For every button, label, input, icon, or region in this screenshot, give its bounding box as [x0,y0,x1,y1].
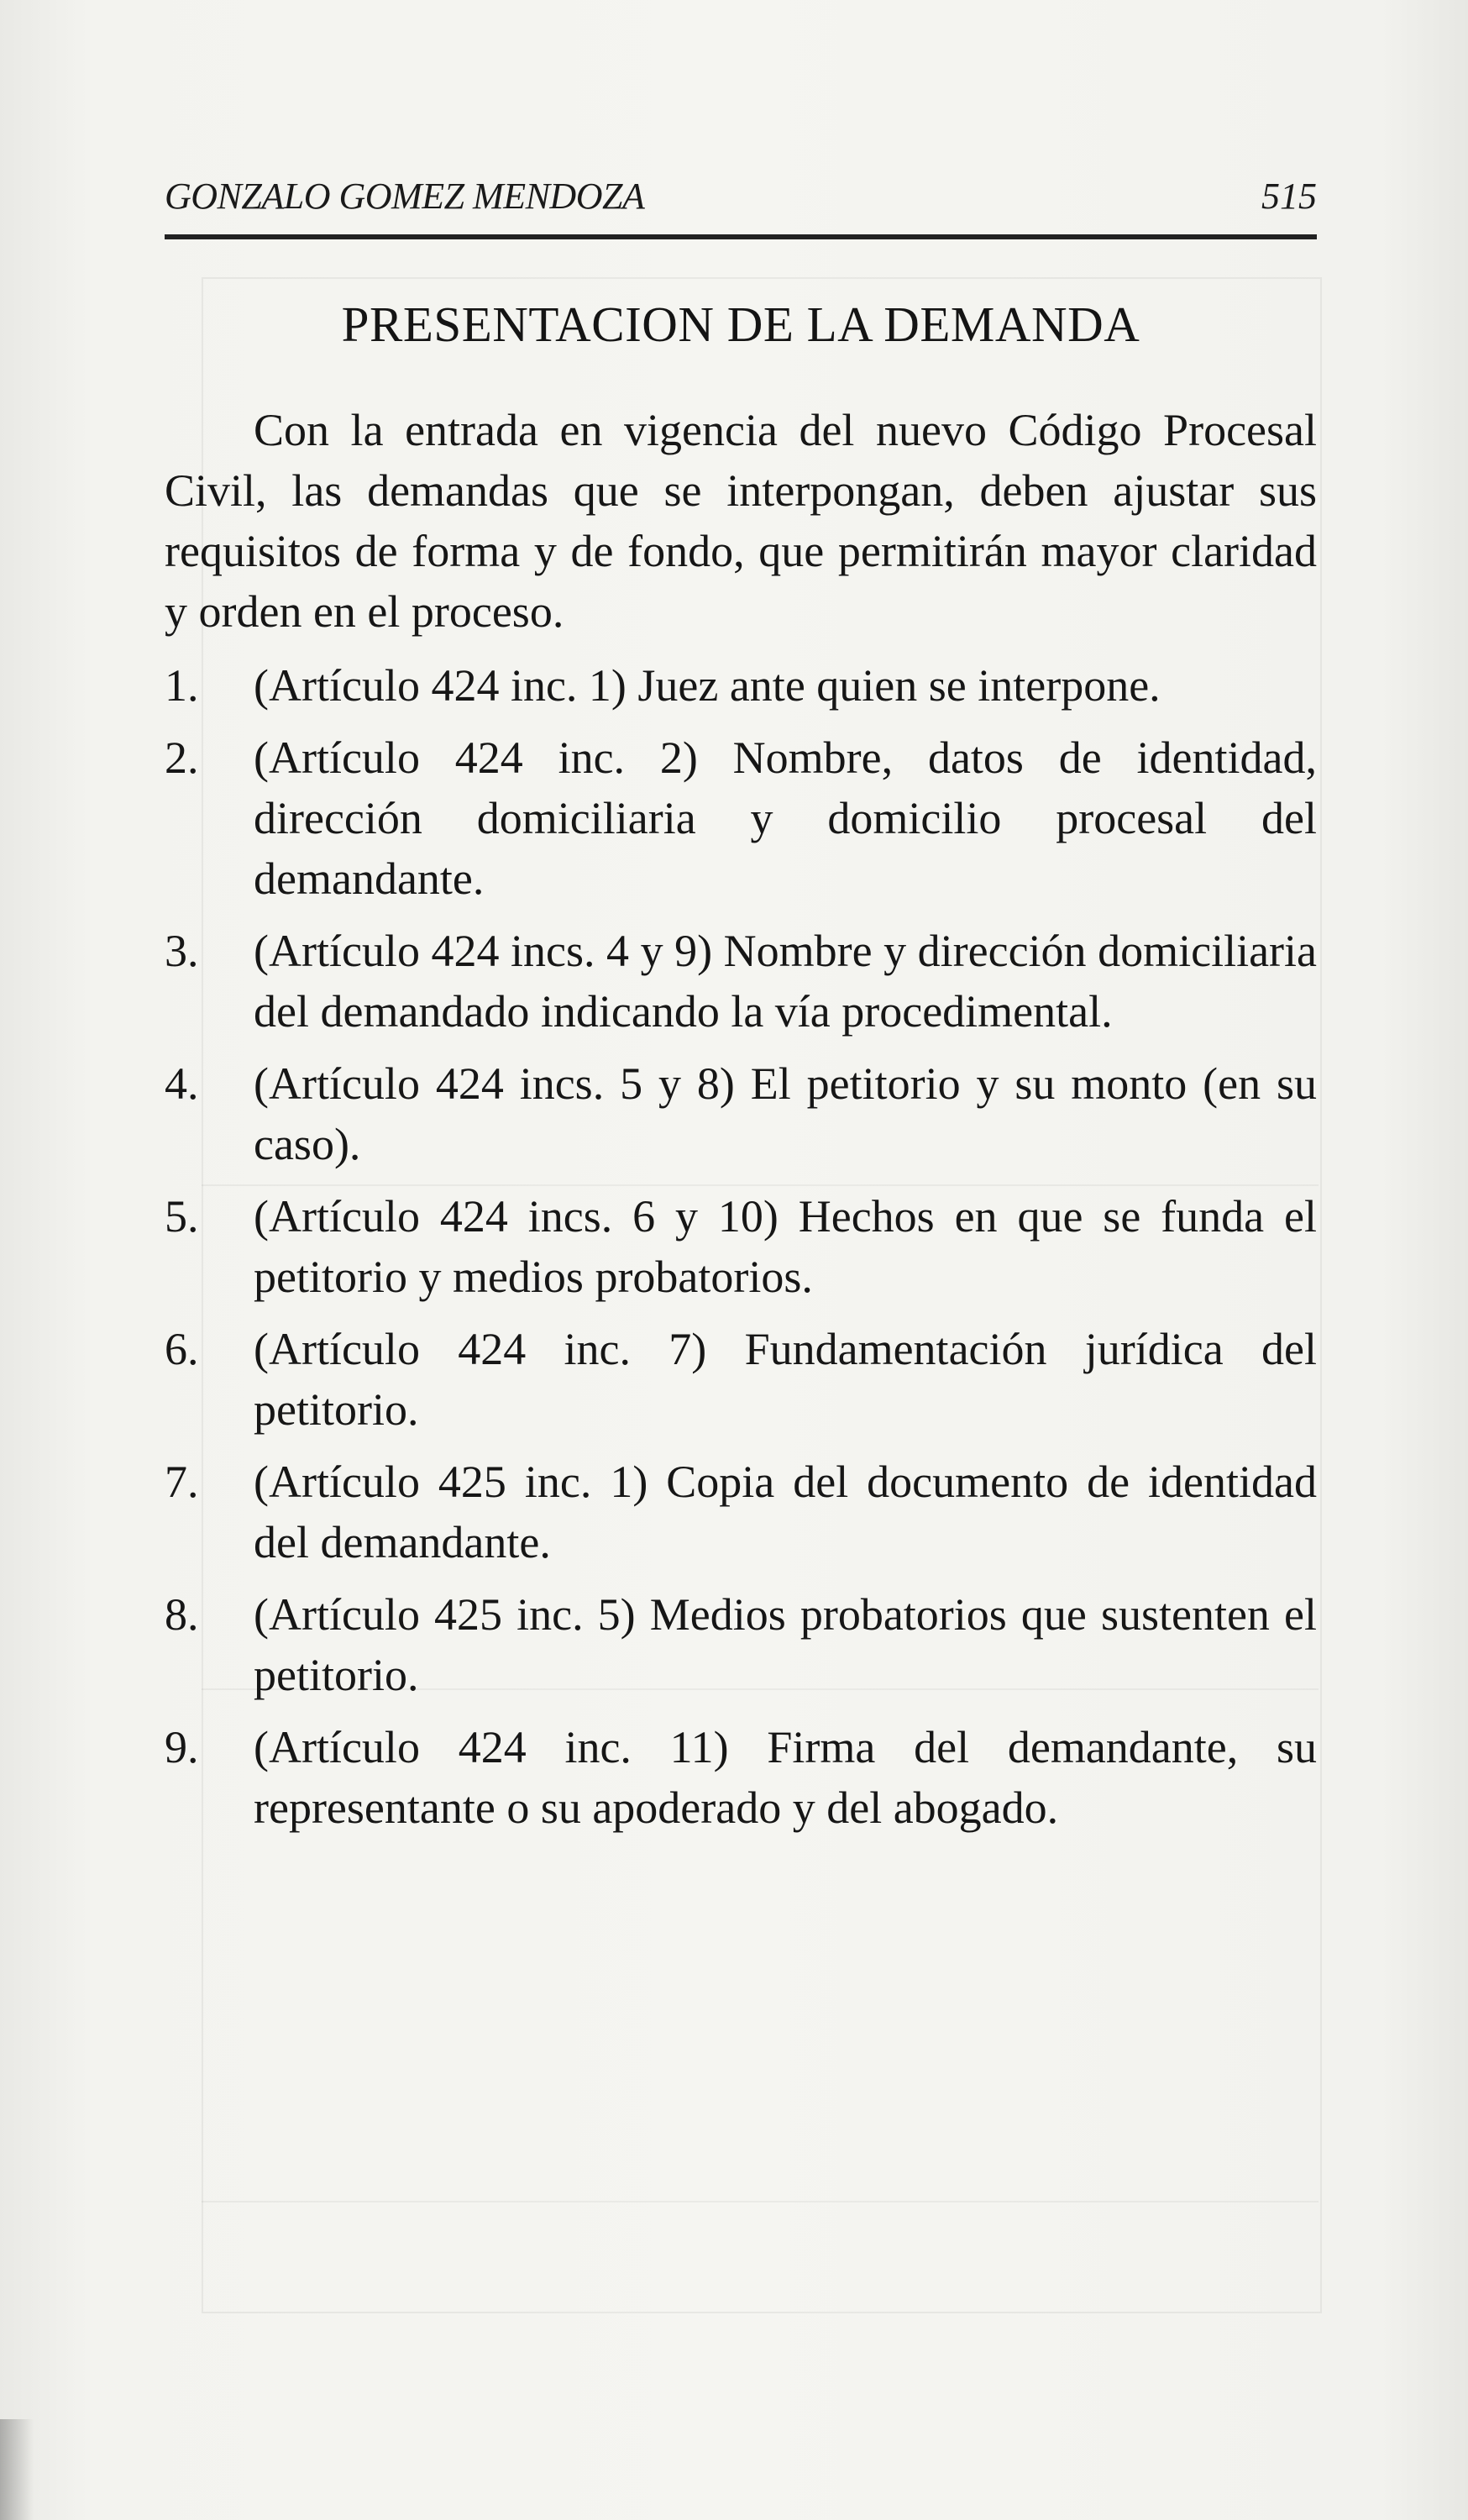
list-item-number: 6. [165,1324,199,1374]
list-item-number: 5. [165,1191,199,1242]
section-title: PRESENTACION DE LA DEMANDA [341,297,1140,352]
bleed-through-line [202,2201,1319,2202]
list-item-text: (Artículo 424 inc. 1) Juez ante quien se interpone. [254,660,1161,711]
header-author: GONZALO GOMEZ MENDOZA [165,176,645,217]
list-item [165,1319,1317,1440]
list-item [165,1452,1317,1572]
list-item-text: (Artículo 424 inc. 7) Fundamentación jurídica del petitorio. [254,1324,1317,1435]
list-item-number: 8. [165,1589,199,1640]
list-item-number: 4. [165,1058,199,1109]
list-item-text: (Artículo 424 incs. 6 y 10) Hechos en que se funda el petitorio y medios probatorios. [254,1191,1317,1302]
list-item-text: (Artículo 425 inc. 1) Copia del documento de identidad del demandante. [254,1457,1317,1567]
running-header [165,175,1317,227]
list-item-number: 7. [165,1457,199,1507]
list-item [165,1584,1317,1705]
list-item [165,727,1317,909]
list-item [165,1717,1317,1838]
requirements-list [165,655,1317,1850]
list-item-number: 3. [165,926,199,976]
list-item-number: 2. [165,732,199,783]
list-item-text: (Artículo 424 inc. 2) Nombre, datos de identidad, dirección domiciliaria y domicilio procesal del demandante. [254,732,1317,904]
list-item [165,655,1317,716]
list-item-text: (Artículo 425 inc. 5) Medios probatorios que sustenten el petitorio. [254,1589,1317,1700]
list-item-number: 1. [165,660,199,711]
list-item-number: 9. [165,1722,199,1772]
list-item [165,1053,1317,1174]
intro-paragraph: Con la entrada en vigencia del nuevo Código Procesal Civil, las demandas que se interpongan, deben ajustar sus requisitos de forma y de fondo, que permitirán mayor claridad y orden en el proceso. [165,405,1317,637]
scan-gutter-shadow [0,2419,34,2520]
page-number: 515 [1261,176,1317,217]
list-item-text: (Artículo 424 incs. 4 y 9) Nombre y dirección domiciliaria del demandado indicando la vía procedimental. [254,926,1317,1037]
list-item [165,921,1317,1042]
list-item-text: (Artículo 424 incs. 5 y 8) El petitorio y su monto (en su caso). [254,1058,1317,1169]
list-item [165,1186,1317,1307]
list-item-text: (Artículo 424 inc. 11) Firma del demandante, su representante o su apoderado y del abogado. [254,1722,1317,1833]
header-rule [165,234,1317,239]
